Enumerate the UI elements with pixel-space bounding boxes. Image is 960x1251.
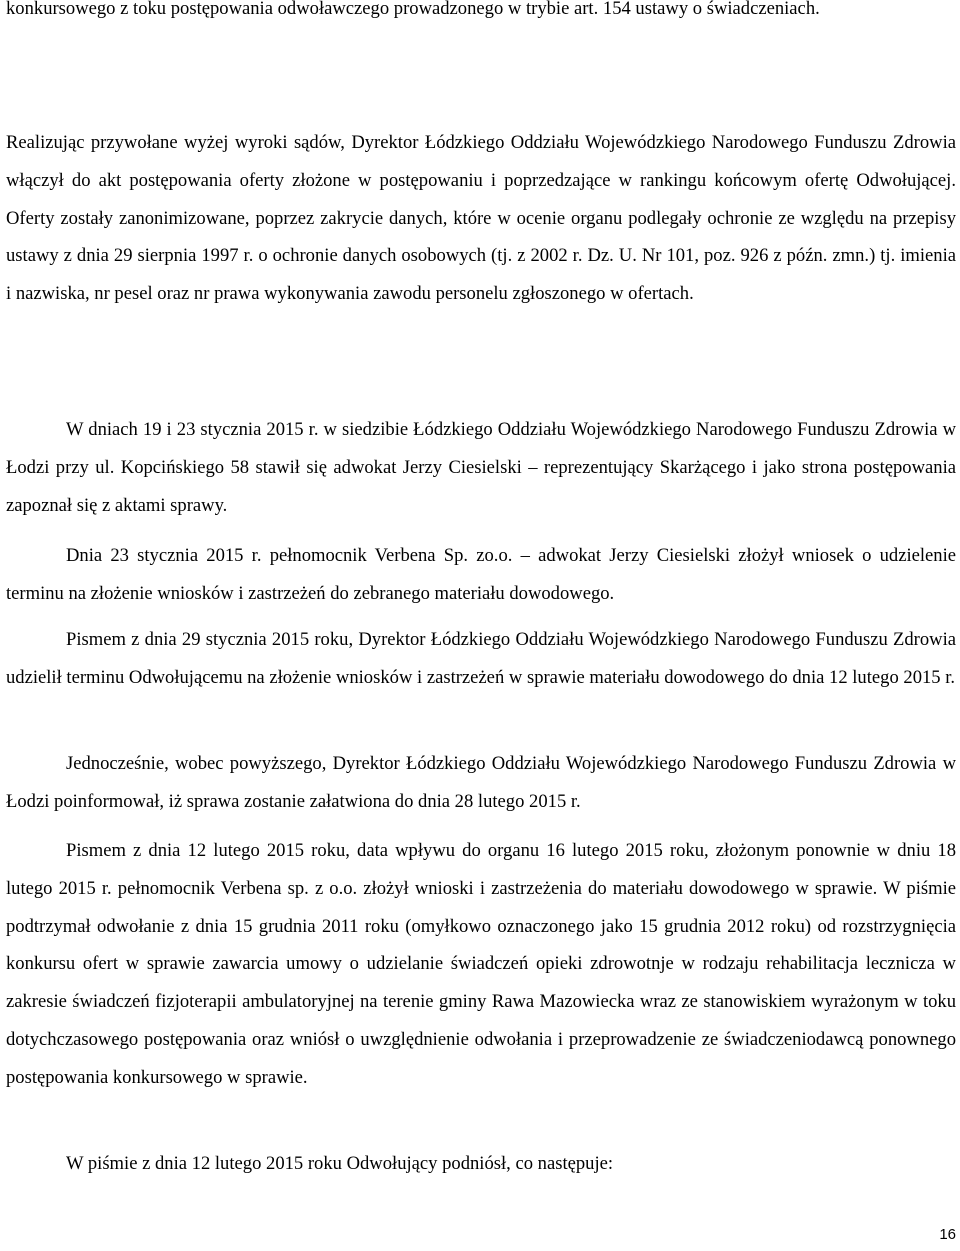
- paragraph-file-review: W dniach 19 i 23 stycznia 2015 r. w siedzibie Łódzkiego Oddziału Wojewódzkiego Narodowego Funduszu Zdrowia w Łodzi przy ul. Kopcińskiego 58 stawił się adwokat Jerzy Ciesielski – reprezentujący Skarżącego i jako strona postępowania zapoznał się z aktami sprawy.: [6, 419, 956, 516]
- paragraph-realizing-judgments: Realizując przywołane wyżej wyroki sądów, Dyrektor Łódzkiego Oddziału Wojewódzkiego Narodowego Funduszu Zdrowia włączył do akt postępowania oferty złożone w postępowaniu i poprzedzające w rankingu końcowym ofertę Odwołującej. Oferty zostały zanonimizowane, poprzez zakrycie danych, które w ocenie organu podlegały ochronie ze względu na przepisy ustawy z dnia 29 sierpnia 1997 r. o ochronie danych osobowych (tj. z 2002 r. Dz. U. Nr 101, poz. 926 z późn. zmn.) tj. imienia i nazwiska, nr pesel oraz nr prawa wykonywania zawodu personelu zgłoszonego w ofertach.: [6, 132, 956, 305]
- paragraph-continuation: konkursowego z toku postępowania odwoławczego prowadzonego w trybie art. 154 ustawy o świadczeniach.: [6, 0, 820, 19]
- paragraph-appellant-raised: W piśmie z dnia 12 lutego 2015 roku Odwołujący podniósł, co następuje:: [66, 1153, 614, 1174]
- paragraph-deadline-request: Dnia 23 stycznia 2015 r. pełnomocnik Verbena Sp. zo.o. – adwokat Jerzy Ciesielski złożył wniosek o udzielenie terminu na złożenie wniosków i zastrzeżeń do zebranego materiału dowodowego.: [6, 545, 956, 604]
- paragraph-settlement-date: Jednocześnie, wobec powyższego, Dyrektor Łódzkiego Oddziału Wojewódzkiego Narodowego Funduszu Zdrowia w Łodzi poinformował, iż sprawa zostanie załatwiona do dnia 28 lutego 2015 r.: [6, 753, 956, 812]
- page-number: 16: [939, 1226, 956, 1243]
- paragraph-submitted-motions: Pismem z dnia 12 lutego 2015 roku, data wpływu do organu 16 lutego 2015 roku, złożonym ponownie w dniu 18 lutego 2015 r. pełnomocnik Verbena sp. z o.o. złożył wnioski i zastrzeżenia do materiału dowodowego w sprawie. W piśmie podtrzymał odwołanie z dnia 15 grudnia 2011 roku (omyłkowo oznaczonego jako 15 grudnia 2012 roku) od rozstrzygnięcia konkursu ofert w sprawie zawarcia umowy o udzielanie świadczeń opieki zdrowotnje w rodzaju rehabilitacja lecznicza w zakresie świadczeń fizjoterapii ambulatoryjnej na terenie gminy Rawa Mazowiecka wraz ze stanowiskiem wyrażonym w toku dotychczasowego postępowania oraz wniósł o uwzględnienie odwołania i przeprowadzenie ze świadczeniodawcą ponownego postępowania konkursowego w sprawie.: [6, 840, 956, 1088]
- paragraph-deadline-granted: Pismem z dnia 29 stycznia 2015 roku, Dyrektor Łódzkiego Oddziału Wojewódzkiego Narodowego Funduszu Zdrowia udzielił terminu Odwołującemu na złożenie wniosków i zastrzeżeń w sprawie materiału dowodowego do dnia 12 lutego 2015 r.: [6, 629, 956, 688]
